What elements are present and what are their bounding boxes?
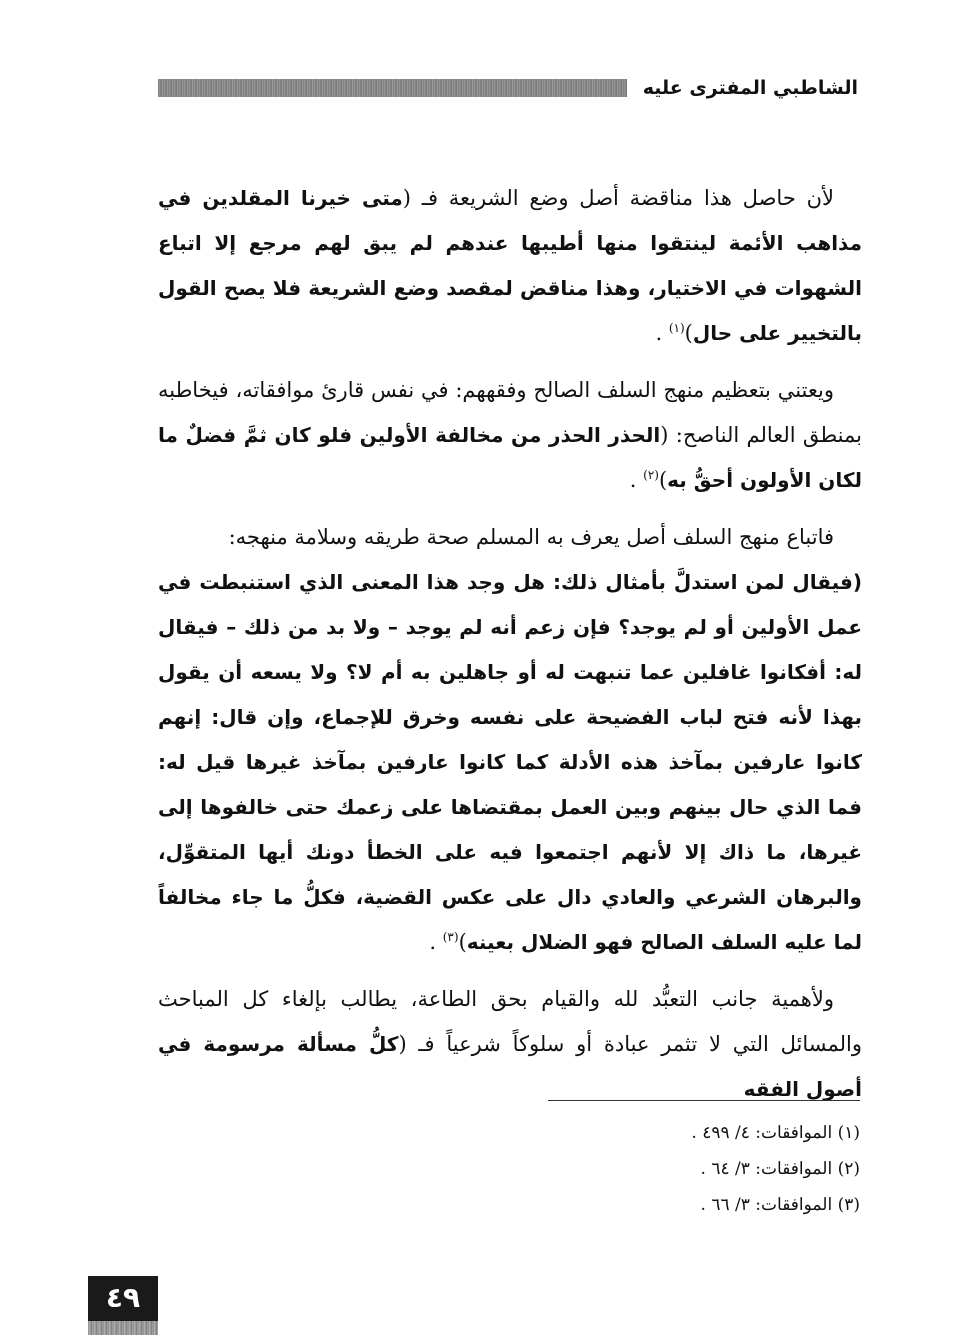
paragraph-2-end: .: [629, 468, 644, 492]
paragraph-2-quote: الحذر الحذر من مخالفة الأولين فلو كان ثمَّ فضلٌ ما لكان الأولون أحقُّ به: [158, 423, 862, 492]
paragraph-1-quote: متى خيرنا المقلدين في مذاهب الأئمة لينتقوا منها أطيبها عندهم لم يبق لهم مرجع إلا اتباع الشهوات في الاختيار، وهذا مناقض لمقصد وضع الشريعة فلا يصح القول بالتخيير على حال: [158, 186, 862, 345]
main-text: [158, 176, 862, 1124]
paragraph-2: [158, 368, 862, 503]
paragraph-3-quote-close: ): [458, 930, 467, 954]
paragraph-4-text: ولأهمية جانب التعبُّد لله والقيام بحق الطاعة، يطالب بإلغاء كل المباحث والمسائل التي لا تثمر عبادة أو سلوكاً شرعياً فـ (: [158, 987, 862, 1056]
footnote-separator: [548, 1100, 860, 1101]
footnote-ref-2: (٢): [643, 468, 659, 482]
paragraph-3-quote: (فيقال لمن استدلَّ بأمثال ذلك: هل وجد هذا المعنى الذي استنبطت في عمل الأولين أو لم يوجد؟ فإن زعم أنه لم يوجد – ولا بد من ذلك – فيقال له: أفكانوا غافلين عما تنبهت له أو جاهلين به أم لا؟ ولا يسعه أن يقول بهذا لأنه فتح لباب الفضيحة على نفسه وخرق للإجماع، وإن قال: إنهم كانوا عارفين بمآخذ هذه الأدلة كما كانوا عارفين بمآخذ غيرها قيل له: فما الذي حال بينهم وبين العمل بمقتضاها على زعمك حتى خالفوها إلى غيرها، ما ذاك إلا لأنهم اجتمعوا فيه على الخطأ دونك أيها المتقوِّل، والبرهان الشرعي والعادي دال على عكس القضية، فكلُّ ما جاء مخالفاً لما عليه السلف الصالح فهو الضلال بعينه: [158, 570, 862, 954]
paragraph-4: [158, 977, 862, 1112]
paragraph-4-quote: كلُّ مسألة مرسومة في أصول الفقه: [158, 1032, 862, 1101]
footnotes: [548, 1115, 860, 1223]
header-decorative-bar: [158, 79, 627, 97]
paragraph-3-end: .: [429, 930, 443, 954]
running-header: [158, 72, 858, 104]
paragraph-2-quote-close: ): [658, 468, 668, 492]
footnote-ref-1: (١): [668, 321, 685, 335]
paragraph-3-text: فاتباع منهج السلف أصل يعرف به المسلم صحة طريقه وسلامة منهجه:: [228, 525, 834, 549]
paragraph-3: [158, 515, 862, 965]
paragraph-1-quote-close: ): [684, 321, 693, 345]
footnote-1: (١) الموافقات: ٤/ ٤٩٩ .: [691, 1123, 860, 1143]
page-number: ٤٩: [88, 1276, 158, 1335]
footnote-3: (٣) الموافقات: ٣/ ٦٦ .: [700, 1195, 860, 1215]
paragraph-1-text: لأن حاصل هذا مناقضة أصل وضع الشريعة فـ (: [402, 186, 834, 210]
paragraph-1: [158, 176, 862, 356]
footnote-2: (٢) الموافقات: ٣/ ٦٤ .: [700, 1159, 860, 1179]
paragraph-2-text: ويعتني بتعظيم منهج السلف الصالح وفقههم: في نفس قارئ موافقاته، فيخاطبه بمنطق العالم الناصح: (: [158, 378, 862, 447]
paragraph-1-end: .: [655, 321, 669, 345]
footnote-ref-3: (٣): [442, 930, 459, 944]
running-header-title: الشاطبي المفترى عليه: [642, 77, 858, 99]
